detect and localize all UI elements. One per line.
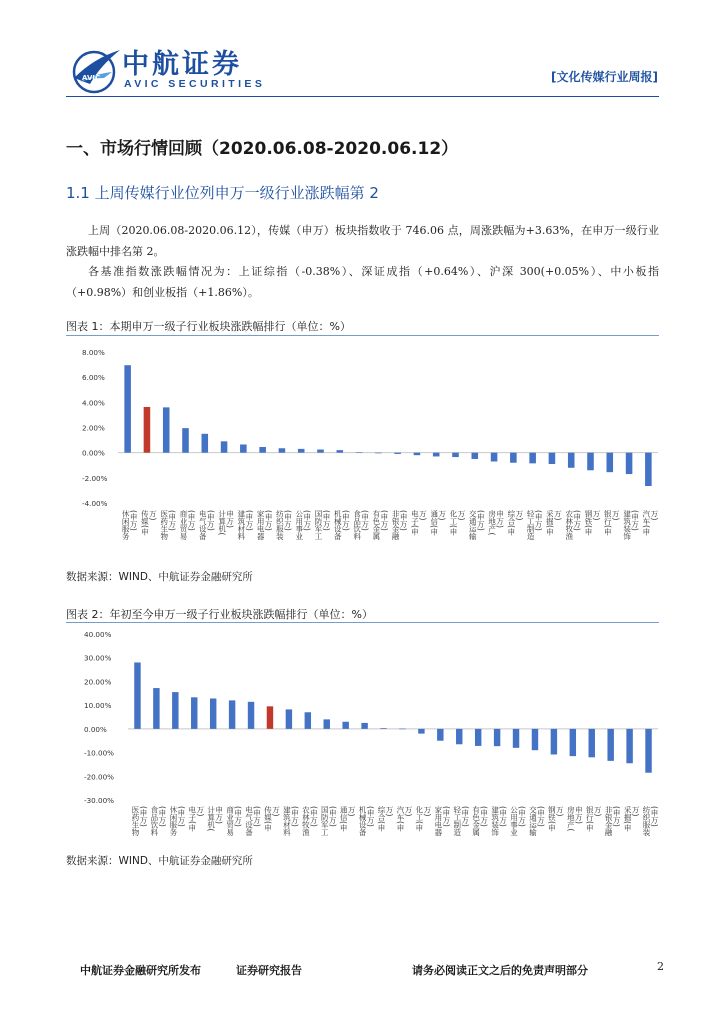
y-tick-label: 6.00% (82, 373, 105, 383)
bar-28 (645, 453, 652, 486)
x-category-label-text: 公用事业 (509, 806, 519, 836)
x-category-label-text: 轻工制造 (452, 806, 462, 836)
bar-7 (240, 444, 247, 452)
x-category-label-text: (申万) (366, 806, 376, 827)
figure-1-rule (66, 335, 659, 336)
x-category-label (150, 805, 167, 838)
x-category-label-text: 万) (418, 510, 428, 521)
x-category-label (453, 805, 470, 838)
figure-1-source: 数据来源：WIND、中航证券金融研究所 (66, 571, 253, 583)
x-category-label-text: 申万) (214, 806, 224, 824)
x-category-label-text: 有色金属 (371, 510, 381, 540)
x-category-label-text: 万) (553, 510, 563, 521)
x-category-label-text: 汽车(申 (395, 806, 405, 832)
bar-5 (202, 434, 209, 453)
x-category-label (566, 805, 583, 832)
x-category-label (256, 509, 273, 542)
x-category-label (206, 805, 223, 832)
x-category-label (372, 509, 389, 542)
x-category-label-text: (申万) (612, 806, 622, 827)
x-category-label (642, 509, 659, 537)
bar-28 (645, 729, 651, 773)
x-category-label-text: 农林牧渔 (301, 806, 311, 836)
x-category-label-text: 机械设备 (358, 806, 368, 836)
figure-2-rule (66, 622, 659, 623)
chart-weekly-industry-change (66, 338, 659, 560)
y-tick-label: 0.00% (84, 724, 107, 734)
report-type-tag: [文化传媒行业周报] (551, 70, 658, 84)
bar-3 (163, 407, 170, 452)
x-category-label-text: 万) (195, 806, 205, 817)
x-category-label-text: 传媒(申 (140, 510, 150, 536)
x-category-label-text: 医药生物 (159, 510, 169, 540)
x-category-label (471, 805, 488, 838)
logo-avic-text: AVIC (82, 74, 101, 82)
x-category-label-text: (申万) (328, 806, 338, 827)
x-category-label-text: (申万) (341, 510, 351, 531)
x-category-label (507, 509, 524, 537)
bar-2 (153, 688, 159, 729)
y-tick-label: 20.00% (84, 677, 112, 687)
x-category-label (140, 509, 157, 537)
x-category-label-text: 万) (611, 510, 621, 521)
bar-17 (437, 729, 443, 741)
x-category-label-text: 计算机( (206, 806, 216, 832)
x-category-label-text: 家用电器 (256, 510, 266, 540)
x-category-label-text: 电子(申 (410, 510, 420, 536)
bar-27 (626, 729, 632, 763)
bar-14 (380, 728, 386, 729)
y-tick-label: 0.00% (82, 448, 105, 458)
x-category-label-text: 休闲服务 (168, 806, 178, 836)
bar-24 (570, 729, 576, 756)
x-category-label-text: 通信(申 (339, 806, 349, 832)
bar-15 (394, 453, 401, 454)
x-category-label-text: 传媒(申 (263, 806, 273, 832)
x-category-label-text: 建筑材料 (236, 510, 246, 540)
x-category-label-text: 房地产( (566, 806, 576, 832)
x-category-label-text: 休闲服务 (121, 510, 131, 540)
x-category-label-text: (申万) (479, 806, 489, 827)
paragraph-benchmark-indices: 各基准指数涨跌幅情况为：上证综指（-0.38%）、深证成指（+0.64%）、沪深 300(+0.05%）、中小板指（+0.98%）和创业板指（+1.86%）。 (66, 265, 659, 299)
x-category-label-text: 万) (592, 510, 601, 521)
x-category-label-text: 万) (555, 806, 565, 817)
x-category-label-text: 房地产( (487, 510, 497, 536)
bar-26 (607, 729, 613, 761)
x-category-label-text: 建筑材料 (282, 806, 292, 836)
y-tick-label: 4.00% (82, 398, 105, 408)
figure-1-title: 图表 1：本期申万一级子行业板块涨跌幅排行（单位：%） (66, 320, 351, 333)
x-category-label-text: 钢铁(申 (547, 806, 557, 832)
x-category-label-text: 万) (649, 510, 659, 521)
y-tick-label: -4.00% (82, 499, 108, 508)
x-category-label (487, 509, 504, 536)
x-category-label (339, 805, 356, 833)
section-title: 一、市场行情回顾（2020.06.08-2020.06.12） (66, 139, 459, 159)
x-category-label-text: 公用事业 (294, 510, 304, 540)
x-category-label-text: 采掘(申 (623, 806, 633, 832)
bar-13 (356, 452, 363, 453)
x-category-label (622, 509, 639, 542)
x-category-label-text: 综合(申 (506, 510, 516, 536)
x-category-label-text: 非银金融 (604, 806, 614, 836)
x-category-label (188, 805, 205, 833)
x-category-label-text: (申万) (441, 806, 451, 827)
x-category-label (352, 509, 369, 542)
x-category-label (545, 509, 562, 537)
bar-8 (259, 447, 266, 453)
x-category-label-text: 轻工制造 (526, 510, 536, 540)
bar-4 (191, 697, 197, 729)
x-category-label (468, 509, 485, 542)
x-category-label (449, 509, 466, 537)
x-category-label-text: (申万) (244, 510, 254, 531)
x-category-label-text: (申万) (206, 510, 216, 531)
bar-21 (513, 729, 519, 748)
x-category-label (333, 509, 350, 541)
x-category-label-text: (申万) (283, 510, 293, 531)
x-category-label-text: 银行(申 (585, 806, 595, 832)
x-category-label-text: 国防军工 (314, 510, 323, 540)
x-category-label-text: (申万) (360, 510, 370, 531)
bar-13 (361, 723, 367, 729)
bar-15 (399, 729, 405, 730)
x-category-label (217, 509, 234, 536)
paragraph-weekly-summary: 上周（2020.06.08-2020.06.12），传媒（申万）板块指数收于 746.06 点，周涨跌幅为+3.63%，在申万一级行业涨跌幅中排名第 2。 (66, 224, 659, 258)
x-category-label (585, 806, 602, 833)
x-category-label-text: (申万) (650, 806, 659, 827)
x-category-label-text: (申万) (252, 806, 262, 827)
x-category-label-text: 申万) (225, 510, 235, 528)
x-category-label-text: 食品饮料 (149, 806, 159, 836)
x-category-label (410, 509, 427, 537)
y-tick-label: 10.00% (84, 701, 112, 711)
bar-8 (267, 706, 273, 729)
footer-report-type: 证券研究报告 (236, 964, 302, 977)
bar-11 (317, 450, 324, 453)
x-category-label-text: (申万) (264, 510, 274, 531)
bar-23 (549, 453, 556, 464)
x-category-label-text: 万) (437, 510, 447, 521)
x-category-label (282, 805, 299, 838)
x-category-label (391, 509, 408, 542)
x-category-label (509, 806, 526, 836)
x-category-label-text: 银行(申 (603, 510, 613, 536)
x-category-label-text: 商业贸易 (225, 806, 235, 836)
x-category-label-text: 钢铁(申 (584, 510, 593, 536)
x-category-label-text: 医药生物 (130, 806, 140, 836)
x-category-label (358, 805, 375, 837)
bar-11 (324, 719, 330, 728)
x-category-label-text: (申万) (399, 510, 409, 531)
x-category-label-text: (申万) (460, 806, 470, 827)
x-category-label-text: 汽车(申 (641, 510, 651, 536)
bar-5 (210, 699, 216, 729)
x-category-label (547, 805, 564, 833)
x-category-label (434, 805, 451, 838)
x-category-label-text: 交通运输 (468, 510, 478, 540)
x-category-label-text: (申万) (233, 806, 243, 827)
x-category-label (237, 509, 254, 542)
y-tick-label: -30.00% (84, 796, 114, 805)
x-category-label-text: (申万) (187, 510, 196, 531)
x-category-label (275, 509, 292, 542)
x-category-label-text: (申万) (176, 806, 186, 827)
x-category-label-text: 万) (347, 806, 357, 817)
bar-9 (279, 448, 286, 452)
x-category-label-text: 有色金属 (471, 806, 481, 836)
x-category-label-text: 化工(申 (414, 806, 424, 832)
x-category-label-text: 计算机( (217, 510, 227, 536)
x-category-label-text: 万) (514, 510, 524, 521)
x-category-label (623, 805, 640, 833)
x-category-label-text: 交通运输 (528, 806, 538, 836)
bar-1 (134, 662, 140, 728)
bar-1 (124, 365, 131, 452)
x-category-label (528, 805, 545, 838)
x-category-label-text: (申万) (138, 806, 148, 827)
x-category-label (263, 805, 280, 833)
x-category-label (121, 509, 138, 542)
x-category-label-text: (申万) (572, 510, 582, 531)
y-tick-label: 8.00% (82, 348, 105, 357)
x-category-label (642, 805, 659, 838)
x-category-label-text: 纺织服装 (275, 510, 285, 540)
bar-12 (337, 450, 344, 453)
x-category-label-text: 纺织服装 (642, 806, 652, 836)
y-tick-label: -20.00% (84, 772, 114, 782)
x-category-label-text: 建筑装饰 (490, 806, 500, 836)
bar-6 (229, 700, 235, 728)
x-category-label (564, 509, 581, 542)
x-category-label (244, 805, 261, 837)
x-category-label-text: 申万) (495, 510, 505, 528)
bar-22 (532, 729, 538, 750)
x-category-label-text: (申万) (167, 510, 177, 531)
company-name-cn: 中航证券 (122, 49, 242, 80)
company-logo (70, 42, 270, 96)
x-category-label-text: 农林牧渔 (564, 510, 574, 540)
bar-19 (472, 453, 479, 459)
x-category-label-text: (申万) (129, 510, 139, 531)
x-category-label (604, 805, 621, 838)
x-category-label (131, 806, 148, 838)
bar-27 (626, 453, 633, 474)
x-category-label-text: 万) (457, 510, 466, 521)
x-category-label-text: 通信(申 (429, 510, 439, 536)
bar-20 (494, 729, 500, 746)
bar-26 (607, 453, 614, 473)
bar-18 (452, 453, 459, 457)
x-category-label-text: (申万) (536, 806, 546, 827)
x-category-label-text: (申万) (630, 510, 640, 531)
x-category-label-text: (申万) (498, 806, 508, 827)
x-category-label-text: 电气设备 (198, 510, 208, 540)
x-category-label-text: 万) (271, 806, 281, 817)
x-category-label (526, 509, 543, 542)
x-category-label-text: 万) (593, 806, 603, 817)
bar-14 (375, 453, 382, 454)
bar-4 (182, 428, 189, 453)
x-category-label-text: (申万) (517, 806, 527, 827)
y-tick-label: -10.00% (84, 748, 114, 758)
bar-18 (456, 729, 462, 744)
bar-24 (568, 453, 575, 468)
x-category-label-text: 电气设备 (244, 806, 254, 836)
bar-21 (510, 453, 517, 463)
chart-ytd-industry-change (66, 624, 659, 850)
bar-25 (587, 453, 594, 471)
x-category-label-text: 电子(申 (187, 806, 197, 832)
x-category-label (584, 509, 601, 537)
x-category-label-text: 采掘(申 (545, 510, 555, 536)
footer-publisher: 中航证券金融研究所发布 (80, 964, 201, 977)
x-category-label (294, 510, 311, 540)
x-category-label-text: (申万) (379, 510, 389, 531)
x-category-label-text: 食品饮料 (352, 510, 362, 540)
bar-19 (475, 729, 481, 746)
bar-10 (305, 712, 311, 729)
x-category-label (320, 806, 337, 837)
bar-23 (551, 729, 557, 755)
page-header (0, 0, 724, 100)
bar-10 (298, 449, 305, 453)
x-category-label (396, 805, 413, 833)
x-category-label (169, 805, 186, 838)
bar-25 (589, 729, 595, 757)
x-category-label-text: 机械设备 (333, 510, 343, 540)
x-category-label-text: 家用电器 (433, 806, 443, 836)
x-category-label (198, 509, 215, 541)
footer-disclaimer: 请务必阅读正文之后的免责声明部分 (412, 964, 588, 977)
bar-2 (144, 407, 151, 453)
x-category-label (377, 805, 394, 833)
x-category-label-text: 万) (631, 806, 641, 817)
company-name-en: AVIC SECURITIES (124, 78, 266, 90)
bar-3 (172, 692, 178, 729)
figure-2-title: 图表 2：年初至今申万一级子行业板块涨跌幅排行（单位：%） (66, 608, 373, 621)
x-category-label-text: 非银金融 (391, 510, 401, 540)
bar-22 (529, 453, 536, 464)
x-category-label-text: (申万) (534, 510, 544, 531)
bar-17 (433, 453, 440, 457)
bar-9 (286, 709, 292, 728)
bar-6 (221, 441, 228, 452)
bar-7 (248, 702, 254, 729)
x-category-label (490, 805, 507, 838)
x-category-label-text: 国防军工 (320, 806, 330, 836)
x-category-label-text: (申万) (302, 510, 312, 531)
x-category-label-text: (申万) (322, 510, 331, 531)
x-category-label-text: (申万) (476, 510, 486, 531)
x-category-label (301, 805, 318, 838)
y-tick-label: 30.00% (84, 653, 112, 663)
x-category-label-text: 化工(申 (449, 510, 458, 536)
x-category-label (603, 510, 620, 537)
y-tick-label: -2.00% (82, 473, 108, 483)
figure-2-source: 数据来源：WIND、中航证券金融研究所 (66, 855, 253, 867)
avic-logo-icon (70, 44, 122, 98)
section-subtitle: 1.1 上周传媒行业位列申万一级行业涨跌幅第 2 (66, 184, 379, 202)
x-category-label (225, 805, 242, 838)
y-tick-label: 40.00% (84, 630, 112, 639)
x-category-label (159, 510, 176, 542)
x-category-label (179, 509, 196, 542)
x-category-label-text: 万) (385, 806, 395, 817)
bar-16 (418, 729, 424, 734)
x-category-label-text: (申万) (157, 806, 167, 827)
x-category-label-text: (申万) (309, 806, 319, 827)
x-category-label-text: 申万) (574, 806, 584, 824)
bar-20 (491, 453, 498, 462)
x-category-label-text: 建筑装饰 (622, 510, 632, 540)
bar-12 (342, 722, 348, 729)
header-divider (66, 96, 659, 97)
x-category-label-text: 万) (422, 806, 432, 817)
y-tick-label: 2.00% (82, 423, 105, 433)
x-category-label (314, 510, 331, 541)
x-category-label (415, 805, 432, 833)
x-category-label-text: 商业贸易 (179, 510, 188, 540)
x-category-label-text: (申万) (290, 806, 300, 827)
x-category-label-text: 万) (148, 510, 158, 521)
x-category-label (429, 509, 446, 537)
bar-16 (414, 453, 421, 456)
x-category-label-text: 综合(申 (377, 806, 387, 832)
page-number: 2 (657, 960, 664, 973)
x-category-label-text: 万) (403, 806, 413, 817)
